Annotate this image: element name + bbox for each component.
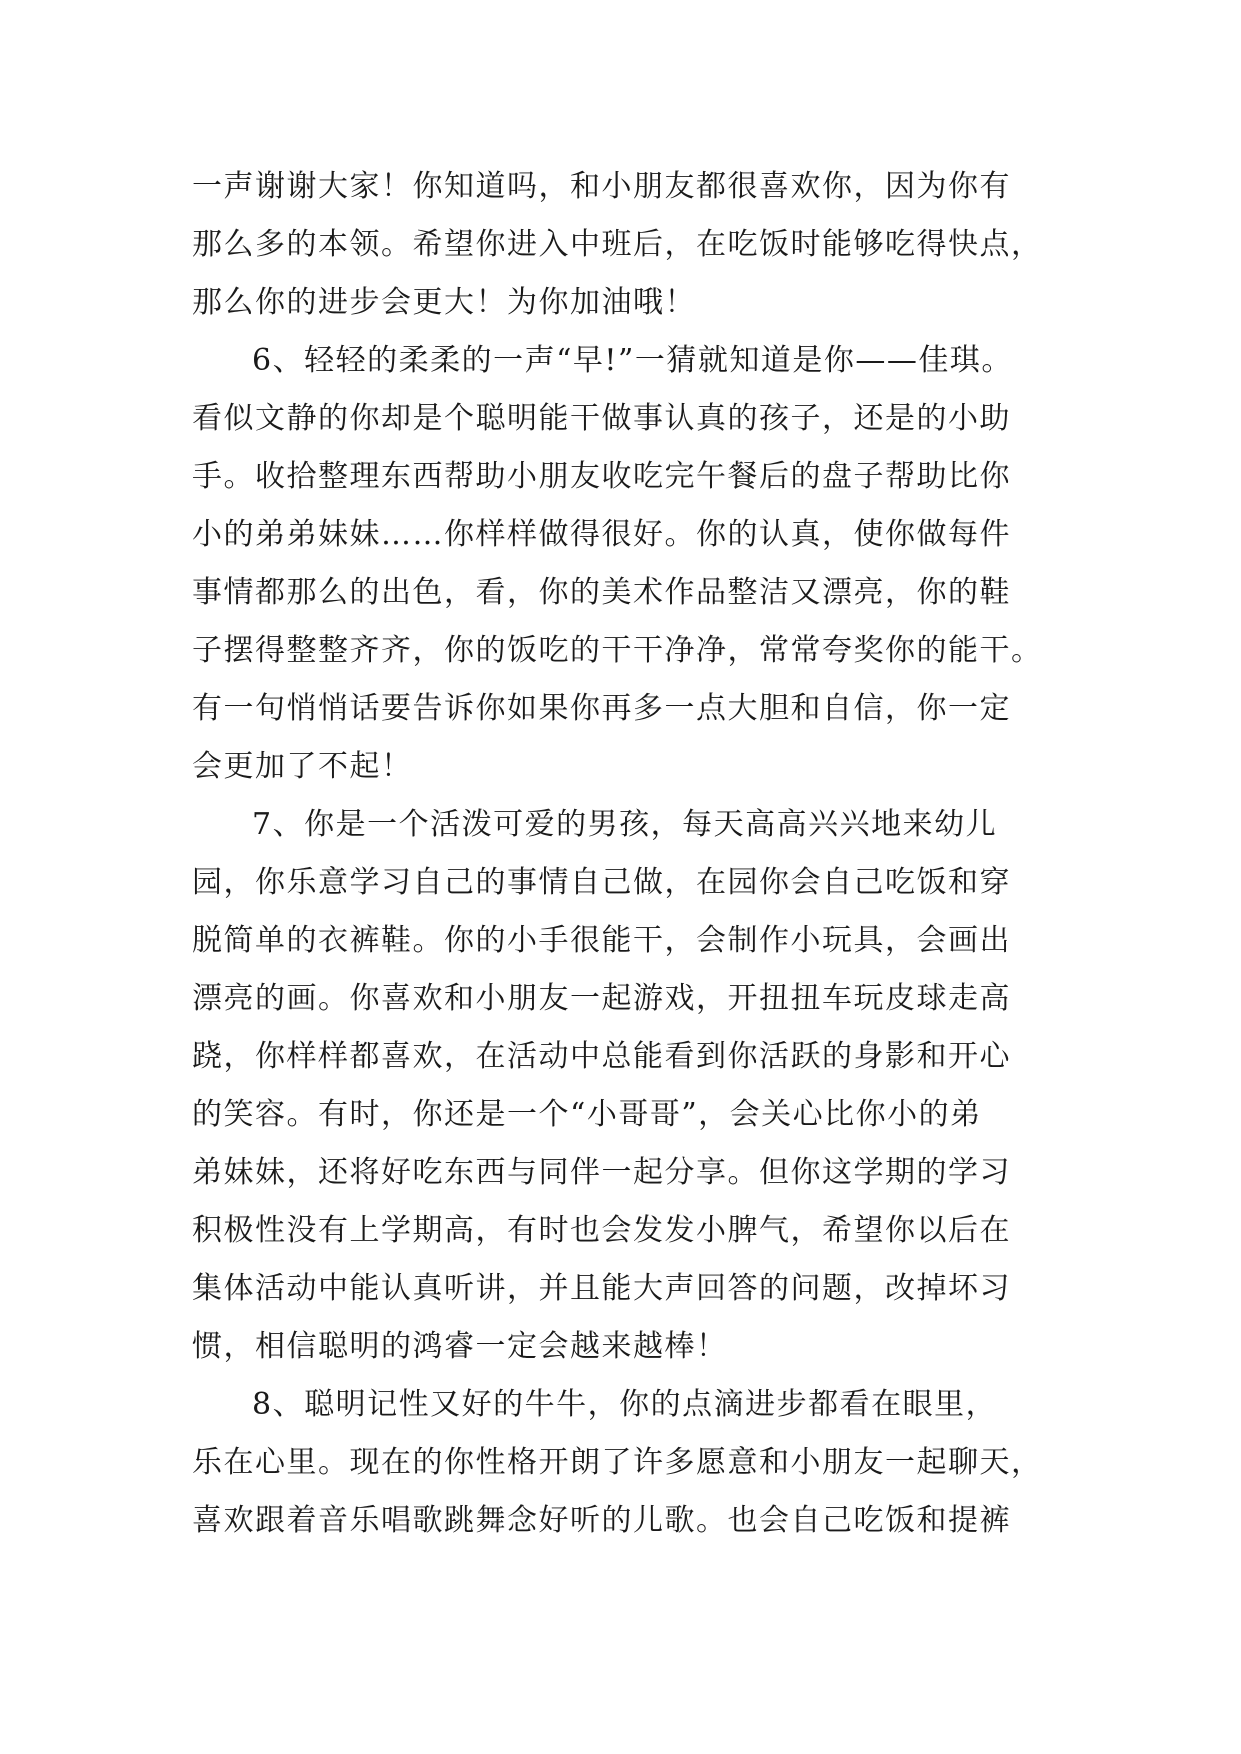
text-line: 弟妹妹，还将好吃东西与同伴一起分享。但你这学期的学习 bbox=[192, 1155, 1011, 1190]
text-line: 乐在心里。现在的你性格开朗了许多愿意和小朋友一起聊天， bbox=[192, 1445, 1043, 1480]
text-line: 子摆得整整齐齐，你的饭吃的干干净净，常常夸奖你的能干。 bbox=[192, 633, 1043, 668]
paragraph-start-line: 7、你是一个活泼可爱的男孩，每天高高兴兴地来幼儿 bbox=[252, 807, 998, 842]
text-line: 园，你乐意学习自己的事情自己做，在园你会自己吃饭和穿 bbox=[192, 865, 1011, 900]
text-line: 惯，相信聪明的鸿睿一定会越来越棒！ bbox=[192, 1329, 728, 1364]
text-line: 喜欢跟着音乐唱歌跳舞念好听的儿歌。也会自己吃饭和提裤 bbox=[192, 1503, 1011, 1538]
paragraph-start-line: 6、轻轻的柔柔的一声“早!”一猜就知道是你——佳琪。 bbox=[252, 343, 1013, 378]
document-body bbox=[192, 158, 1054, 1550]
text-line: 事情都那么的出色，看，你的美术作品整洁又漂亮，你的鞋 bbox=[192, 575, 1011, 610]
text-line: 一声谢谢大家！你知道吗，和小朋友都很喜欢你，因为你有 bbox=[192, 169, 1011, 204]
text-line: 手。收拾整理东西帮助小朋友收吃完午餐后的盘子帮助比你 bbox=[192, 459, 1011, 494]
text-line: 脱简单的衣裤鞋。你的小手很能干，会制作小玩具，会画出 bbox=[192, 923, 1011, 958]
text-line: 跷，你样样都喜欢，在活动中总能看到你活跃的身影和开心 bbox=[192, 1039, 1011, 1074]
text-line: 小的弟弟妹妹……你样样做得很好。你的认真，使你做每件 bbox=[192, 517, 1011, 552]
text-line: 有一句悄悄话要告诉你如果你再多一点大胆和自信，你一定 bbox=[192, 691, 1011, 726]
text-line: 漂亮的画。你喜欢和小朋友一起游戏，开扭扭车玩皮球走高 bbox=[192, 981, 1011, 1016]
text-line: 积极性没有上学期高，有时也会发发小脾气，希望你以后在 bbox=[192, 1213, 1011, 1248]
text-line: 会更加了不起！ bbox=[192, 749, 413, 784]
text-line: 的笑容。有时，你还是一个“小哥哥”，会关心比你小的弟 bbox=[192, 1097, 982, 1132]
text-line: 那么多的本领。希望你进入中班后，在吃饭时能够吃得快点， bbox=[192, 227, 1043, 262]
text-line: 那么你的进步会更大！为你加油哦！ bbox=[192, 285, 696, 320]
text-line: 看似文静的你却是个聪明能干做事认真的孩子，还是的小助 bbox=[192, 401, 1011, 436]
paragraph-start-line: 8、聪明记性又好的牛牛，你的点滴进步都看在眼里， bbox=[252, 1387, 998, 1422]
text-line: 集体活动中能认真听讲，并且能大声回答的问题，改掉坏习 bbox=[192, 1271, 1011, 1306]
